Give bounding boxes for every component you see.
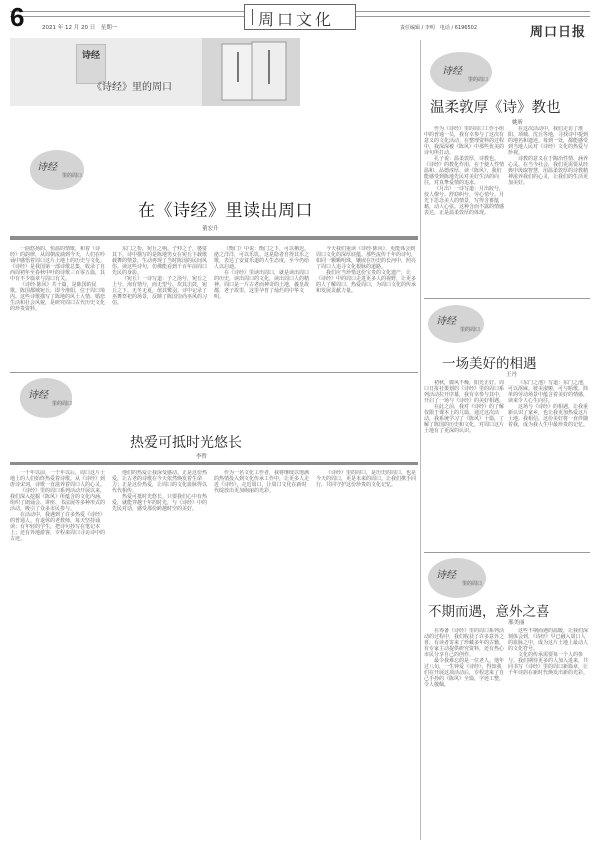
page-number: 6 (10, 2, 25, 32)
article-column: 他们的热爱让我深受感动。正是这份热爱，让古老的诗歌在今天依然焕发着生命力；正是这份热爱，让周口的文化血脉得以代代相传。 热爱可抵时光悠长。只要我们心中有热爱，就能穿越千年的时光，与《诗经》中的先民对话，感受那份跨越时空的美好。 (112, 470, 208, 512)
article-byline: 姚昕 (512, 120, 524, 126)
banner-text: 《诗经》里的周口 (92, 82, 172, 93)
article-column: 《东门之池》写道：东门之池，可以沤麻。彼美淑姬，可与晤歌。简单的劳动场景中蕴含着美好的情感，读来令人心生向往。 这场与《诗经》的相遇，让我重新认识了家乡，也让我更加热爱这片土地。我相信，这份美好将一直伴随着我，成为我人生中最珍贵的记忆。 (508, 380, 589, 428)
article-column: 在这次活动中，我们走访了淮阳、项城、沈丘等地，寻找诗中提到的地名和遗迹。每到一处，都能感受到当地人民对《诗经》文化的热爱与珍视。 诗教的意义在于陶冶性情、涵养心灵。在当今社会，我们更需要从经典中汲取智慧，用温柔敦厚的诗教精神滋养我们的心灵，让我们的生活更加美好。 (508, 126, 589, 186)
article-column: 作为一名文化工作者，我将继续以饱满的热情投入到文化传承工作中，让更多人走近《诗经》，走近周口，让周口文化在新时代绽放出更加绚丽的光彩。 (214, 470, 310, 494)
article-byline: 邢美丽 (508, 620, 525, 626)
article-column: 初秋，微风不燥，阳光正好。周口日报社策划的《诗经》里的周口系列活动拉开序幕，我有幸参与其中，开启了一场与《诗经》的美好相遇。 在此之前，我对《诗经》的了解仅限于课本上的几篇。通过这次活动，我系统学习了《陈风》十篇，了解了陈国的历史和文化，对周口这片土地有了更深的认识。 (424, 380, 504, 434)
article-column: 这些不期而遇的温暖，让我们深刻体会到，《诗经》早已融入周口人的血脉之中，成为这片土地上最动人的文化符号。 文化的传承需要每一个人的参与。我们期待更多的人加入进来，共同书写《诗经》里的周口新篇章，让千年诗韵在新时代焕发出新的光彩。 (508, 628, 589, 676)
article-title: 不期而遇，意外之喜 (428, 604, 550, 620)
main-article-title: 在《诗经》里读出周口 (138, 201, 313, 221)
article-title: 温柔敦厚《诗》教也 (430, 100, 561, 116)
title-rule (10, 236, 418, 240)
article-column: 一曲悠扬的、恒温的情歌，和着《诗经》的韵律，从周朝流淌到今天，人们在吟诵中感悟着周口这片土地上的历史与文化。《诗经》是我国第一部诗歌总集，收录了自西周初年至春秋中叶的诗歌三百零五篇，其中有不少篇章与周口有关。 《诗经·陈风》共十篇，是陈国的民歌。陈国都城宛丘，即今淮阳，位于周口境内。这些诗歌描写了陈地的风土人情、婚恋生活和社会风貌，是研究周口古代历史文化的珍贵资料。 (10, 246, 106, 312)
ornament-title: 诗经 (37, 162, 57, 173)
editor-line: 责任编辑 / 李明 电话 / 6196502 (400, 25, 477, 31)
section-divider (252, 9, 253, 25)
ornament-title: 诗经 (28, 390, 48, 401)
article-title: 热爱可抵时光悠长 (130, 435, 242, 451)
column-divider (420, 40, 421, 840)
title-rule (10, 462, 418, 465)
article-byline: 李哲 (196, 454, 208, 460)
ornament-subtitle: 里的周口 (462, 581, 483, 587)
ornament-title: 诗经 (442, 66, 462, 77)
ornament-title: 诗经 (436, 570, 456, 581)
book-cover-title: 诗经 (82, 51, 101, 61)
ornament-subtitle: 里的周口 (52, 401, 73, 407)
article-column: 今天我们重读《诗经·陈风》，更能体会到周口文化的深厚底蕴。那些流传千年的诗句，如同一颗颗明珠，镶嵌在历史的长河中，照亮了周口人追寻文化根脉的道路。 我们应当珍惜这份宝贵的文化遗产，让《诗经》中的周口走进更多人的视野，让更多的人了解周口、热爱周口，为周口文化的传承和发展贡献力量。 (316, 246, 416, 294)
article-column: 《衡门》中说：衡门之下，可以栖迟。泌之洋洋，可以乐饥。这是隐者自得其乐之歌，表达了安贫乐道的人生态度，至今仍给人以启迪。 在《诗经》里读出周口，就是读出周口的历史，读出周口的文化，读出周口人的精神。周口是一片古老而神奇的土地，羲皇故都，老子故里，这里孕育了灿烂的中华文明。 (214, 246, 310, 300)
ornament-subtitle: 里的周口 (460, 327, 481, 333)
book-photo (202, 38, 300, 106)
article-column: 东门之枌，宛丘之栩。子仲之子，婆娑其下。诗中描写的是陈地男女在宛丘下载歌载舞的情景，生动再现了当时陈国的民间风俗。读这些诗句，仿佛能看到千百年前周口先民的身影。 《宛丘》一诗写道：子之汤兮，宛丘之上兮。洵有情兮，而无望兮。坎其击鼓，宛丘之下。无冬无夏，值其鹭羽。诗中记录了巫舞祭祀的场景，反映了陈国崇尚巫风的习俗。 (112, 246, 208, 306)
section-divider (424, 298, 590, 299)
article-column: 作为《诗经》里的周口工作小组中的普通一员，我有幸参与了这次有意义的文化活动。在整理资料的过程中，我深深被《陈风》中那些优美的诗句所打动。 孔子说：温柔敦厚，诗教也。《诗经》的教化作用，在于使人性情温和、品德淳厚。读《陈风》，我们能感受到陈地先民对美好生活的向往，对真挚爱情的追求。 《月出》一诗写道：月出皎兮，佼人僚兮。舒窈纠兮，劳心悄兮。月光下思念美人的情景，写得含蓄蕴藉，动人心弦。这种含而不露的情感表达，正是温柔敦厚的体现。 (424, 126, 504, 216)
article-column: 在筹备《诗经》里的周口系列活动的过程中，我们收获了许多意外之喜。有读者寄来了珍藏多年的古籍，有专家主动提供研究资料，还有热心市民分享自己的创作。 最令我难忘的是一位老人。他年过八旬，一生钟爱《诗经》，得知我们在开展这项活动后，专程送来了自己手抄的《陈风》全篇，字迹工整，令人敬佩。 (424, 628, 504, 688)
section-divider (10, 372, 418, 373)
book-photo-illustration (202, 38, 300, 106)
ornament-subtitle: 里的周口 (468, 77, 489, 83)
article-title: 一场美好的相遇 (442, 356, 537, 372)
article-byline: 王丹 (506, 372, 518, 378)
newspaper-brand: 周口日报 (530, 25, 587, 40)
section-title: 周口文化 (258, 10, 335, 29)
article-column: 一千年以前，一千年以后，周口这片土地上的人们始终热爱着诗歌。从《诗经》到唐诗宋词，诗歌一直滋养着周口人的心灵。 《诗经》里的周口系列活动开展以来，我们深入挖掘《陈风》所蕴含的文化内涵，组织了朗诵会、讲座、书法展等多种形式的活动，吸引了众多市民参与。 在活动中，我遇到了许多热爱《诗经》的普通人。有退休的老教师，每天坚持诵读；有年轻的学生，把诗句抄写在笔记本上；还有外地游客，专程来周口寻访诗中的古迹。 (10, 470, 106, 542)
ornament-subtitle: 里的周口 (62, 173, 83, 179)
article-column: 《诗经》里的周口，是历史的周口，也是今天的周口，更是未来的周口。让我们携手同行，共同守护这份珍贵的文化记忆。 (316, 470, 416, 488)
section-divider (424, 552, 590, 553)
issue-date: 2021 年 12 月 20 日 星期一 (42, 25, 118, 31)
ornament-title: 诗经 (436, 316, 456, 327)
article-byline: 董宏升 (202, 226, 219, 232)
